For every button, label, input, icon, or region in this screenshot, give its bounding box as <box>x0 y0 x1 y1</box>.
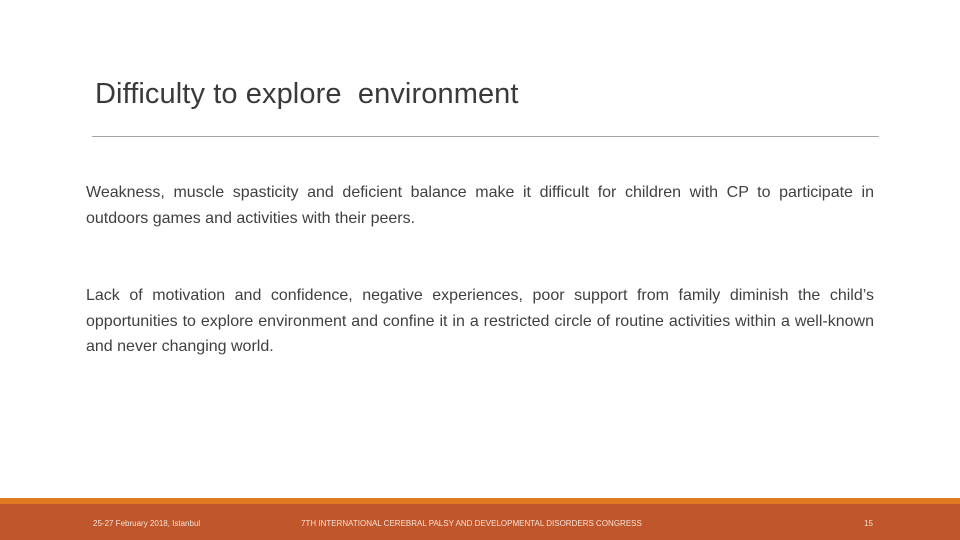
slide-title: Difficulty to explore environment <box>95 78 519 110</box>
footer-congress-title: 7TH INTERNATIONAL CEREBRAL PALSY AND DEVELOPMENTAL DISORDERS CONGRESS <box>301 519 642 528</box>
body-paragraph-2: Lack of motivation and confidence, negative experiences, poor support from family diminish the child’s opportunities to explore environment and confine it in a restricted circle of routine activities within a well-known and never changing world. <box>86 287 874 355</box>
title-divider <box>92 136 879 137</box>
footer-date: 25-27 February 2018, Istanbul <box>93 519 201 528</box>
body-paragraph-1: Weakness, muscle spasticity and deficient balance make it difficult for children with CP to participate in outdoors games and activities with their peers. <box>86 184 874 227</box>
page-number: 15 <box>864 519 873 528</box>
footer-bar <box>0 504 960 540</box>
